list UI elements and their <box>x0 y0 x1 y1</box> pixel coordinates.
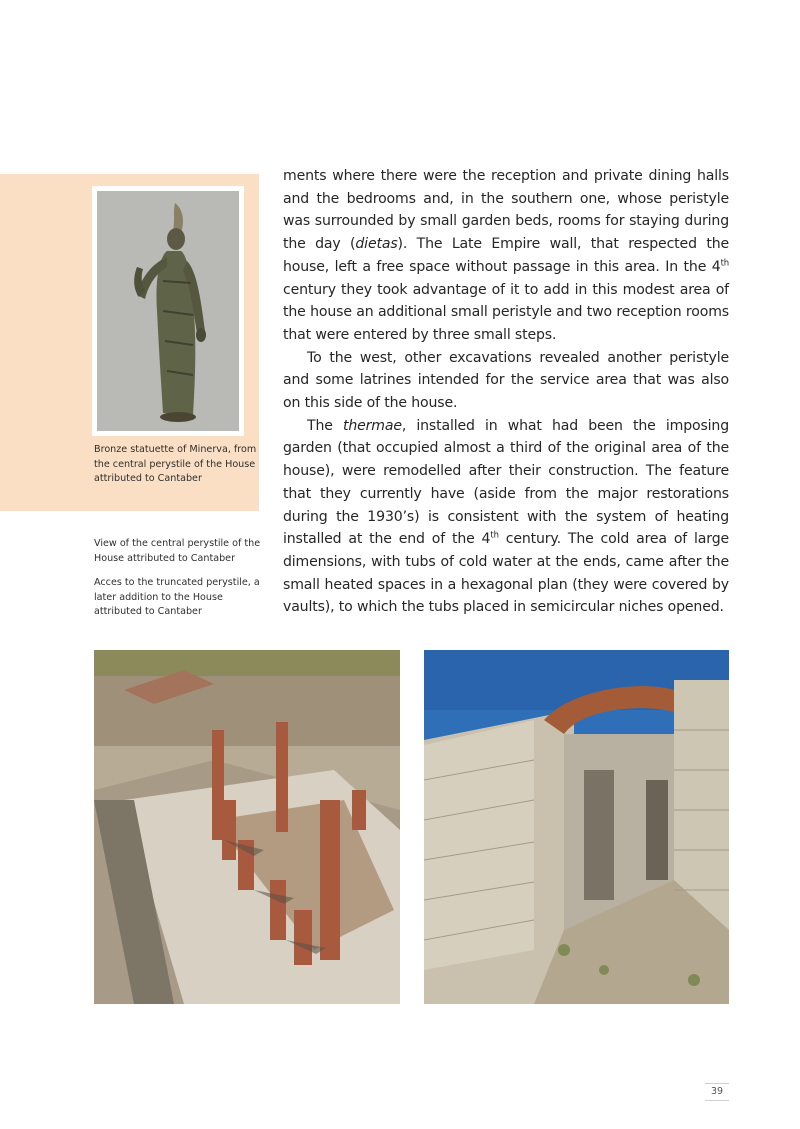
peristyle-ruins-image <box>94 650 400 1004</box>
peristyle-view-caption: View of the central perystile of the House attributed to Cantaber <box>94 538 261 564</box>
page-number: 39 <box>705 1083 729 1101</box>
peristyle-view-photo <box>94 650 400 1004</box>
paragraph-2: To the west, other excavations revealed another peristyle and some latrines intended for the service area that was also on this side of the house. <box>283 349 729 412</box>
truncated-peristyle-caption: Acces to the truncated perystile, a later addition to the House attributed to Cantaber <box>94 577 260 617</box>
stone-archway-image <box>424 650 729 1004</box>
statuette-caption: Bronze statuette of Minerva, from the central perystile of the House attributed to Cantaber <box>94 444 257 484</box>
truncated-peristyle-photo <box>424 650 729 1004</box>
minerva-statuette-image <box>97 191 239 431</box>
statuette-photo <box>92 186 244 436</box>
body-text <box>283 165 729 619</box>
paragraph-1: ments where there were the reception and private dining halls and the bedrooms and, in the southern one, whose peristyle was surrounded by small garden beds, rooms for staying during the day (dietas). The Late Empire wall, that respected the house, left a free space without passage in this area. In the 4th century they took advantage of it to add in this modest area of the house an additional small peristyle and two reception rooms that were entered by three small steps. <box>283 168 729 343</box>
paragraph-3: The thermae, installed in what had been the imposing garden (that occupied almost a third of the original area of the house), were remodelled after their construction. The feature that they currently have (aside from the major restorations during the 1930’s) is consistent with the system of heating installed at the end of the 4th century. The cold area of large dimensions, with tubs of cold water at the ends, came after the small heated spaces in a hexagonal plan (they were covered by vaults), to which the tubs placed in semicircular niches opened. <box>283 417 730 616</box>
